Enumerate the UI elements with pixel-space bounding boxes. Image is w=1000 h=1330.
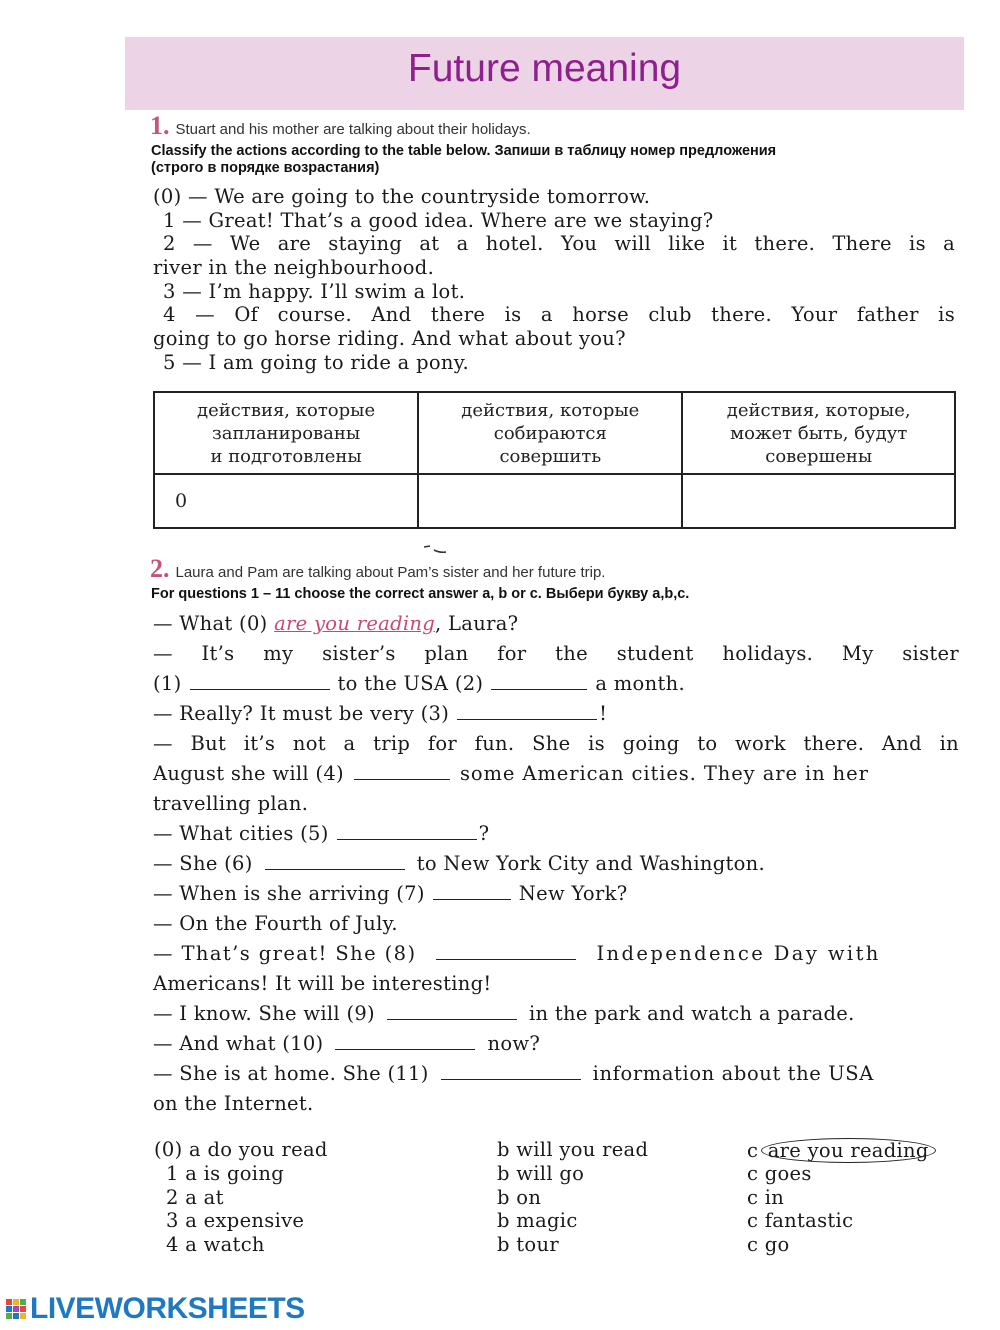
- option-c[interactable]: c in: [747, 1186, 785, 1209]
- dialogue-line: 5 — I am going to ride a pony.: [163, 350, 470, 374]
- section1-instruction-line1: Classify the actions according to the table below. Запиши в таблицу номер предложения: [151, 143, 777, 159]
- option-row-3-a: 3 a expensive: [166, 1209, 305, 1232]
- dialogue-line: — She is at home. She (11) information about the USA: [153, 1062, 874, 1085]
- table-header-possible: действия, которые, может быть, будут совершены: [682, 392, 955, 474]
- dialogue-line: Americans! It will be interesting!: [153, 972, 492, 995]
- dialogue-line: — I know. She will (9) in the park and watch a parade.: [153, 1002, 855, 1025]
- dialogue-line: 2 — We are staying at a hotel. You will like it there. There is a: [163, 232, 955, 256]
- dialogue-line: August she will (4) some American cities. They are in her: [153, 762, 869, 785]
- section2-heading: [150, 554, 605, 584]
- section2-instruction: For questions 1 – 11 choose the correct answer a, b or c. Выбери букву a,b,c.: [151, 586, 690, 602]
- dialogue-line: — But it’s not a trip for fun. She is going to work there. And in: [153, 732, 959, 755]
- answer-blank-3[interactable]: [457, 705, 597, 720]
- classification-table: [153, 391, 956, 529]
- dialogue-line: — She (6) to New York City and Washington.: [153, 852, 766, 875]
- section2-heading-text: Laura and Pam are talking about Pam’s sister and her future trip.: [175, 564, 606, 581]
- option-b[interactable]: b magic: [497, 1209, 578, 1232]
- section1-dialogue: [153, 185, 955, 375]
- dialogue-line: — That’s great! She (8) Independence Day with: [153, 942, 881, 965]
- dialogue-line: (1) to the USA (2) a month.: [153, 672, 685, 695]
- answer-blank-7[interactable]: [433, 885, 511, 900]
- option-b[interactable]: b on: [497, 1186, 542, 1209]
- option-c[interactable]: c are you reading: [747, 1138, 936, 1163]
- option-a[interactable]: a watch: [185, 1233, 265, 1256]
- option-b[interactable]: b will go: [497, 1162, 585, 1185]
- section1-instruction-line2: (строго в порядке возрастания): [151, 160, 380, 176]
- section1-instruction: [151, 143, 776, 177]
- example-handwritten-answer: are you reading: [274, 612, 436, 635]
- answer-blank-1[interactable]: [190, 675, 330, 690]
- dialogue-line: 4 — Of course. And there is a horse club there. Your father is: [163, 303, 955, 327]
- dialogue-line: — What cities (5) ?: [153, 822, 490, 845]
- option-row-4-a: 4 a watch: [166, 1233, 265, 1256]
- option-c[interactable]: c goes: [747, 1162, 812, 1185]
- dialogue-line: on the Internet.: [153, 1092, 314, 1115]
- table-header-planned: действия, которые запланированы и подготовлены: [154, 392, 418, 474]
- option-b[interactable]: b will you read: [497, 1138, 649, 1161]
- dialogue-line: — Really? It must be very (3) !: [153, 702, 608, 725]
- answer-cell-planned[interactable]: 0: [154, 474, 418, 528]
- option-c[interactable]: c fantastic: [747, 1209, 854, 1232]
- logo-text: LIVEWORKSHEETS: [30, 1292, 305, 1325]
- answer-cell-possible[interactable]: [682, 474, 955, 528]
- answer-blank-5[interactable]: [337, 825, 477, 840]
- answer-blank-10[interactable]: [335, 1035, 475, 1050]
- option-row-1-a: 1 a is going: [166, 1162, 284, 1185]
- table-header-intended: действия, которые собираются совершить: [418, 392, 682, 474]
- section1-number: 1.: [150, 111, 170, 140]
- dialogue-line: 3 — I’m happy. I’ll swim a lot.: [163, 279, 466, 303]
- answer-blank-4[interactable]: [354, 765, 450, 780]
- answer-cell-intended[interactable]: [418, 474, 682, 528]
- logo-grid-icon: [6, 1299, 26, 1319]
- option-row-0-a: (0) a do you read: [154, 1138, 328, 1161]
- option-b[interactable]: b tour: [497, 1233, 559, 1256]
- dialogue-line: travelling plan.: [153, 792, 309, 815]
- option-a[interactable]: a do you read: [189, 1138, 328, 1161]
- section1-heading: [150, 111, 531, 141]
- dialogue-line: river in the neighbourhood.: [153, 256, 435, 280]
- answer-blank-2[interactable]: [491, 675, 587, 690]
- dialogue-line: going to go horse riding. And what about you?: [153, 327, 626, 351]
- section2-number: 2.: [150, 554, 170, 583]
- option-a[interactable]: a expensive: [185, 1209, 305, 1232]
- dialogue-line: — On the Fourth of July.: [153, 912, 398, 935]
- dialogue-line: 1 — Great! That’s a good idea. Where are we staying?: [163, 208, 714, 232]
- dialogue-line: — And what (10) now?: [153, 1032, 541, 1055]
- option-c[interactable]: c go: [747, 1233, 790, 1256]
- liveworksheets-logo: [6, 1292, 305, 1326]
- answer-blank-8[interactable]: [436, 945, 576, 960]
- answer-blank-11[interactable]: [441, 1065, 581, 1080]
- answer-blank-9[interactable]: [387, 1005, 517, 1020]
- circled-answer: are you reading: [761, 1138, 936, 1163]
- option-a[interactable]: a at: [185, 1186, 224, 1209]
- section1-heading-text: Stuart and his mother are talking about their holidays.: [175, 121, 531, 138]
- dialogue-line: (0) — We are going to the countryside tomorrow.: [153, 185, 651, 208]
- dialogue-line: — When is she arriving (7) New York?: [153, 882, 628, 905]
- option-row-2-a: 2 a at: [166, 1186, 224, 1209]
- answer-blank-6[interactable]: [265, 855, 405, 870]
- dialogue-line: — It’s my sister’s plan for the student holidays. My sister: [153, 642, 959, 665]
- option-a[interactable]: a is going: [185, 1162, 284, 1185]
- dialogue-line: — What (0) are you reading, Laura?: [153, 612, 519, 635]
- title-banner: [125, 37, 964, 110]
- page-title: Future meaning: [407, 47, 682, 90]
